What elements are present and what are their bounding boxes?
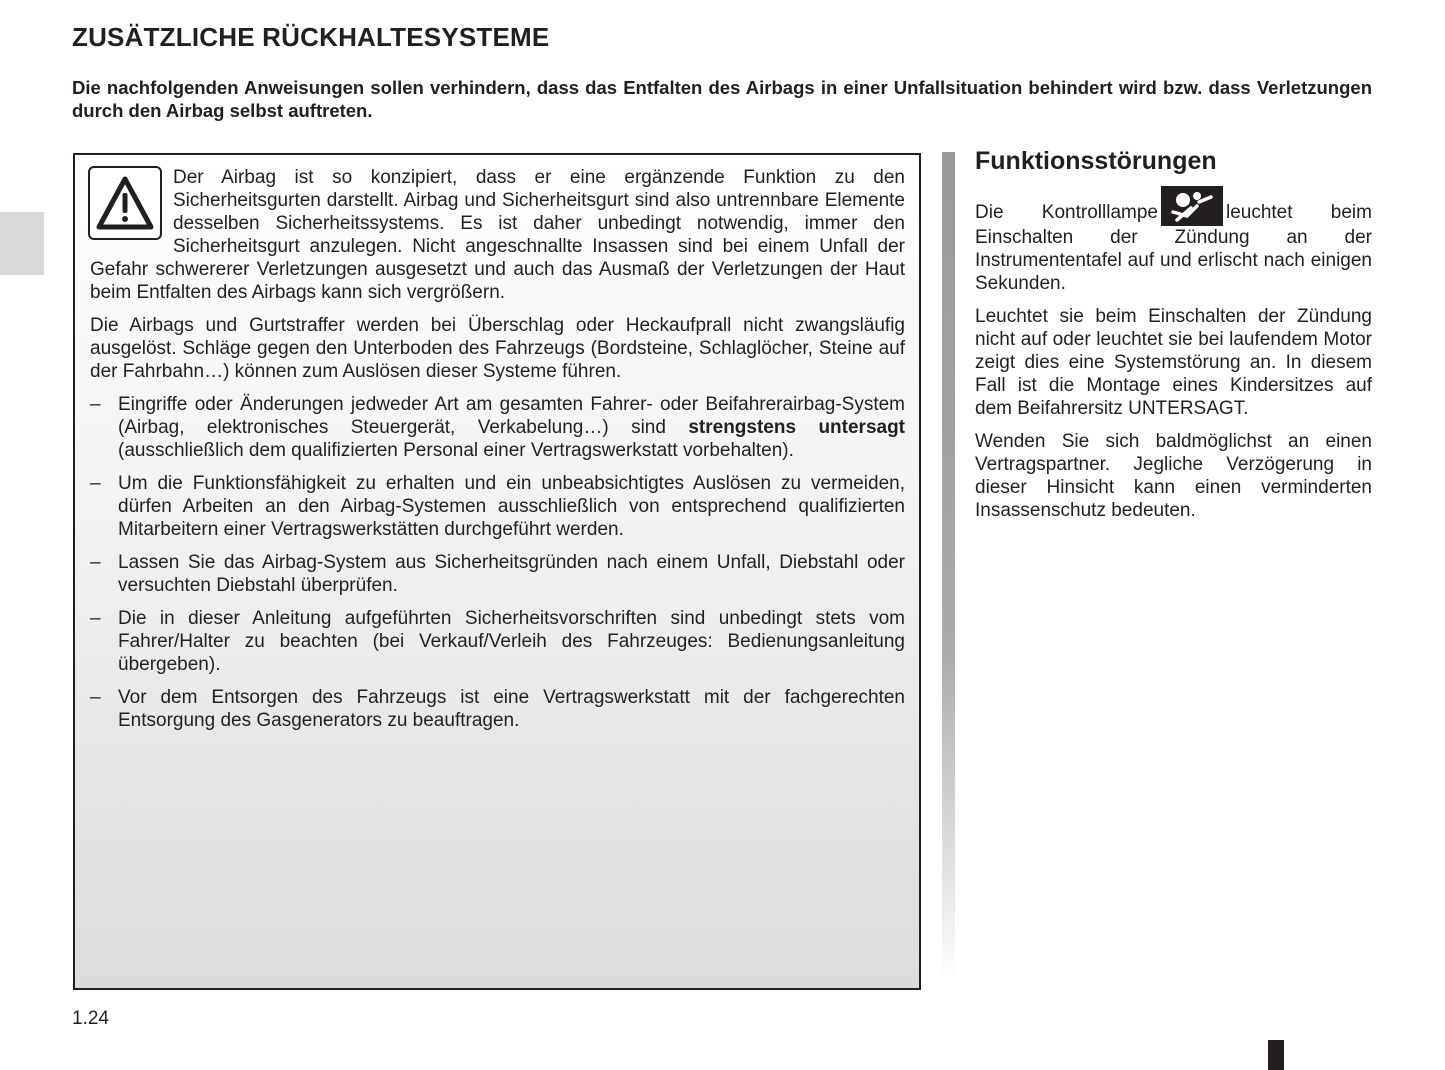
- paragraph: Leuchtet sie beim Einschalten der Zündung nicht auf oder leuchtet sie bei laufendem Motor zeigt dies eine Systemstörung an. In diesem Fall ist die Montage eines Kindersitzes auf dem Beifahrersitz UNTERSAGT.: [975, 306, 1372, 419]
- section-heading: Funktionsstörungen: [975, 147, 1217, 175]
- warning-box: [73, 153, 921, 990]
- list-item: – Die in dieser Anleitung aufgeführten Sicherheitsvorschriften sind unbedingt stets vom Fahrer/Halter zu beachten (bei Verkauf/Verleih des Fahrzeuges: Bedienungsanleitung übergeben).: [90, 608, 905, 675]
- list-item: – Um die Funktionsfähigkeit zu erhalten und ein unbeabsichtigtes Auslösen zu vermeiden, dürfen Arbeiten an den Airbag-Systemen ausschließlich von entsprechend qualifizierten Mitarbeitern einer Vertragswerkstätten durchgeführt werden.: [90, 473, 905, 540]
- list-item: – Eingriffe oder Änderungen jedweder Art am gesamten Fahrer- oder Beifahrerairbag-System (Airbag, elektronisches Steuergerät, Verkabelung…) sind strengstens untersagt (ausschließlich dem qualifizierten Personal einer Vertragswerkstatt vorbehalten).: [90, 394, 906, 461]
- list-item: – Vor dem Entsorgen des Fahrzeugs ist eine Vertragswerkstatt mit der fachgerechten Entsorgung des Gasgenerators zu beauftragen.: [90, 687, 905, 731]
- warning-paragraph: Die Airbags und Gurtstraffer werden bei Überschlag oder Heckaufprall nicht zwangsläufig ausgelöst. Schläge gegen den Unterboden des Fahrzeugs (Bordsteine, Schlaglöcher, Steine auf der Fahrbahn…) können zum Auslösen dieser Systeme führen.: [90, 315, 905, 382]
- airbag-warning-lamp-icon: [1161, 186, 1223, 226]
- paragraph: Wenden Sie sich baldmöglichst an einen Vertragspartner. Jegliche Verzögerung in dieser Hinsicht kann einen verminderten Insassenschutz bedeuten.: [975, 431, 1372, 521]
- page-title: ZUSÄTZLICHE RÜCKHALTESYSTEME: [72, 22, 550, 52]
- page-marker: [1268, 1040, 1284, 1070]
- page-number: 1.24: [72, 1008, 109, 1029]
- list-item: – Lassen Sie das Airbag-System aus Sicherheitsgründen nach einem Unfall, Diebstahl oder versuchten Diebstahl überprüfen.: [90, 552, 905, 596]
- malfunction-section: [975, 147, 1372, 532]
- warning-paragraph: Der Airbag ist so konzipiert, dass er eine ergänzende Funktion zu den Sicherheitsgurten darstellt. Airbag und Sicherheitsgurt sind also untrennbare Elemente desselben Sicherheitssystems. Es ist daher unbedingt notwendig, immer den Sicherheitsgurt anzulegen. Nicht angeschnallte Insassen sind bei einem Unfall der Gefahr schwererer Verletzungen ausgesetzt und auch das Ausmaß der Verletzungen der Haut beim Entfalten des Airbags kann sich vergrößern.: [90, 167, 905, 303]
- column-divider: [942, 152, 955, 982]
- paragraph: Die Kontrolllampe leuchtet beim Einschalten der Zündung an der Instrumententafel auf und erlischt nach einigen Sekunden.: [975, 200, 1372, 295]
- intro-text: Die nachfolgenden Anweisungen sollen verhindern, dass das Entfalten des Airbags in einer Unfallsituation behindert wird bzw. dass Verletzungen durch den Airbag selbst auftreten.: [72, 77, 1372, 121]
- chapter-tab: [0, 212, 44, 275]
